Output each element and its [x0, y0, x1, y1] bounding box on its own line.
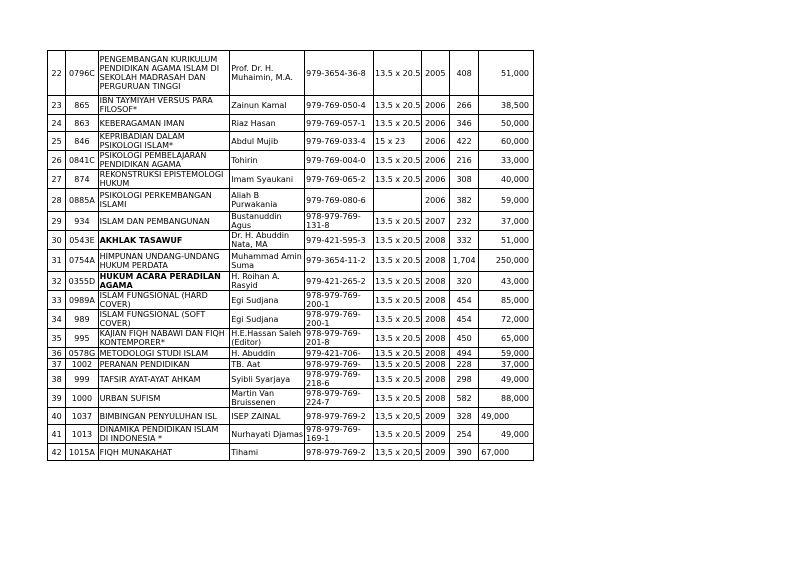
book-size: 13.5 x 20.5: [374, 291, 422, 310]
book-code: 0543E: [66, 231, 98, 250]
row-number: 32: [48, 272, 66, 291]
book-code: 0885A: [66, 189, 98, 212]
book-code: 874: [66, 170, 98, 189]
book-code: 846: [66, 132, 98, 151]
book-size: 13.5 x 20.5: [374, 370, 422, 389]
book-code: 0841C: [66, 151, 98, 170]
book-title: FIQH MUNAKAHAT: [98, 444, 230, 461]
book-isbn: 979-3654-11-2: [305, 250, 374, 272]
table-row: [48, 250, 534, 272]
book-isbn: 979-421-265-2: [305, 272, 374, 291]
book-title: DINAMIKA PENDIDIKAN ISLAM DI INDONESIA *: [98, 425, 230, 444]
book-code: 1015A: [66, 444, 98, 461]
book-pages: 228: [449, 359, 478, 370]
book-year: 2006: [421, 170, 449, 189]
table-row: [48, 212, 534, 231]
book-size: 13,5 x 20,5: [374, 408, 422, 425]
table-row: [48, 310, 534, 329]
row-number: 41: [48, 425, 66, 444]
book-code: 995: [66, 329, 98, 348]
row-number: 24: [48, 115, 66, 132]
book-author: Riaz Hasan: [230, 115, 305, 132]
book-title: METODOLOGI STUDI ISLAM: [98, 348, 230, 359]
row-number: 31: [48, 250, 66, 272]
table-row: [48, 408, 534, 425]
book-pages: 454: [449, 310, 478, 329]
book-pages: 254: [449, 425, 478, 444]
book-price: 49,000: [479, 370, 534, 389]
table-row: [48, 389, 534, 408]
row-number: 23: [48, 96, 66, 115]
book-isbn: 979-769-033-4: [305, 132, 374, 151]
book-author: Tohirin: [230, 151, 305, 170]
book-size: 13.5 x 20.5: [374, 231, 422, 250]
book-author: Syibli Syarjaya: [230, 370, 305, 389]
book-pages: 450: [449, 329, 478, 348]
book-author: H. Roihan A. Rasyid: [230, 272, 305, 291]
book-pages: 308: [449, 170, 478, 189]
book-isbn: 978-979-769-2: [305, 444, 374, 461]
book-price: 50,000: [479, 115, 534, 132]
book-title: PSIKOLOGI PERKEMBANGAN ISLAMI: [98, 189, 230, 212]
row-number: 22: [48, 51, 66, 96]
row-number: 36: [48, 348, 66, 359]
book-year: 2009: [421, 408, 449, 425]
book-author: Dr. H. Abuddin Nata, MA: [230, 231, 305, 250]
book-isbn: 979-769-065-2: [305, 170, 374, 189]
book-price: 43,000: [479, 272, 534, 291]
book-author: H.E.Hassan Saleh (Editor): [230, 329, 305, 348]
book-title: ISLAM DAN PEMBANGUNAN: [98, 212, 230, 231]
book-isbn: 979-421-595-3: [305, 231, 374, 250]
book-size: 15 x 23: [374, 132, 422, 151]
book-price: 49,000: [479, 425, 534, 444]
book-code: 0754A: [66, 250, 98, 272]
book-title: PSIKOLOGI PEMBELAJARAN PENDIDIKAN AGAMA: [98, 151, 230, 170]
book-title: KEBERAGAMAN IMAN: [98, 115, 230, 132]
book-title: HIMPUNAN UNDANG-UNDANG HUKUM PERDATA: [98, 250, 230, 272]
book-title: REKONSTRUKSI EPISTEMOLOGI HUKUM: [98, 170, 230, 189]
book-price: 65,000: [479, 329, 534, 348]
book-author: Abdul Mujib: [230, 132, 305, 151]
table-row: [48, 115, 534, 132]
book-isbn: 978-979-769-201-8: [305, 329, 374, 348]
table-row: [48, 132, 534, 151]
book-title: BIMBINGAN PENYULUHAN ISL: [98, 408, 230, 425]
table-row: [48, 96, 534, 115]
book-code: 1037: [66, 408, 98, 425]
book-author: Tihami: [230, 444, 305, 461]
book-pages: 382: [449, 189, 478, 212]
book-year: 2006: [421, 115, 449, 132]
book-pages: 494: [449, 348, 478, 359]
book-title: KAJIAN FIQH NABAWI DAN FIQH KONTEMPORER*: [98, 329, 230, 348]
row-number: 25: [48, 132, 66, 151]
book-size: 13.5 x 20.5: [374, 250, 422, 272]
book-code: 865: [66, 96, 98, 115]
book-price: 51,000: [479, 231, 534, 250]
book-author: Muhammad Amin Suma: [230, 250, 305, 272]
book-size: [374, 189, 422, 212]
book-isbn: 979-769-080-6: [305, 189, 374, 212]
book-size: 13.5 x 20.5: [374, 96, 422, 115]
row-number: 33: [48, 291, 66, 310]
book-price: 59,000: [479, 189, 534, 212]
table-body: [48, 51, 534, 461]
book-code: 1013: [66, 425, 98, 444]
book-pages: 454: [449, 291, 478, 310]
book-price: 60,000: [479, 132, 534, 151]
row-number: 27: [48, 170, 66, 189]
book-size: 13.5 x 20.5: [374, 329, 422, 348]
book-author: Nurhayati Djamas: [230, 425, 305, 444]
book-author: Bustanuddin Agus: [230, 212, 305, 231]
book-pages: 422: [449, 132, 478, 151]
book-author: Egi Sudjana: [230, 310, 305, 329]
book-code: 0578G: [66, 348, 98, 359]
table-row: [48, 170, 534, 189]
book-pages: 582: [449, 389, 478, 408]
row-number: 26: [48, 151, 66, 170]
book-pages: 332: [449, 231, 478, 250]
book-price-table: [47, 50, 534, 461]
book-price: 40,000: [479, 170, 534, 189]
book-author: Prof. Dr. H. Muhaimin, M.A.: [230, 51, 305, 96]
book-price: 72,000: [479, 310, 534, 329]
book-code: 1002: [66, 359, 98, 370]
book-size: 13.5 x 20.5: [374, 170, 422, 189]
book-price: 38,500: [479, 96, 534, 115]
book-size: 13.5 x 20.5: [374, 425, 422, 444]
book-size: 13.5 x 20.5: [374, 51, 422, 96]
book-author: Imam Syaukani: [230, 170, 305, 189]
book-year: 2008: [421, 272, 449, 291]
book-code: 934: [66, 212, 98, 231]
row-number: 34: [48, 310, 66, 329]
book-isbn: 978-979-769-200-1: [305, 310, 374, 329]
book-price: 33,000: [479, 151, 534, 170]
book-code: 0989A: [66, 291, 98, 310]
table-row: [48, 291, 534, 310]
table-row: [48, 329, 534, 348]
book-year: 2008: [421, 348, 449, 359]
book-price: 51,000: [479, 51, 534, 96]
book-year: 2005: [421, 51, 449, 96]
book-author: Zainun Kamal: [230, 96, 305, 115]
book-code: 0796C: [66, 51, 98, 96]
book-title: ISLAM FUNGSIONAL (HARD COVER): [98, 291, 230, 310]
book-size: 13.5 x 20.5: [374, 310, 422, 329]
book-size: 13,5 x 20,5: [374, 444, 422, 461]
table-row: [48, 348, 534, 359]
book-year: 2006: [421, 96, 449, 115]
book-size: 13.5 x 20.5: [375, 348, 421, 358]
book-pages: 216: [449, 151, 478, 170]
book-size: 13.5 x 20.5: [374, 212, 422, 231]
book-code: 1000: [66, 389, 98, 408]
book-price: 85,000: [479, 291, 534, 310]
book-pages: 328: [449, 408, 478, 425]
book-size: 13.5 x 20.5: [374, 389, 422, 408]
book-size: 13.5 x 20.5: [374, 272, 422, 291]
table-row: [48, 370, 534, 389]
book-year: 2009: [421, 425, 449, 444]
book-size: 13.5 x 20.5: [375, 359, 421, 369]
row-number: 29: [48, 212, 66, 231]
row-number: 40: [48, 408, 66, 425]
book-title: AKHLAK TASAWUF: [98, 231, 230, 250]
book-isbn: 979-3654-36-8: [305, 51, 374, 96]
table-row: [48, 359, 534, 370]
row-number: 30: [48, 231, 66, 250]
table-row: [48, 189, 534, 212]
book-author: H. Abuddin: [230, 348, 305, 359]
book-price: 59,000: [479, 348, 534, 359]
table-row: [48, 425, 534, 444]
book-year: 2008: [421, 291, 449, 310]
book-title: PENGEMBANGAN KURIKULUM PENDIDIKAN AGAMA ISLAM DI SEKOLAH MADRASAH DAN PERGURUAN TINGGI: [98, 51, 230, 96]
table-row: [48, 231, 534, 250]
book-code: 989: [66, 310, 98, 329]
table-row: [48, 444, 534, 461]
book-title: HUKUM ACARA PERADILAN AGAMA: [98, 272, 230, 291]
book-price: 37,000: [479, 359, 534, 370]
book-size: 13.5 x 20.5: [374, 151, 422, 170]
book-title: ISLAM FUNGSIONAL (SOFT COVER): [98, 310, 230, 329]
book-year: 2006: [421, 151, 449, 170]
book-year: 2009: [421, 444, 449, 461]
book-isbn: 978-979-769-: [305, 359, 374, 370]
book-year: 2007: [421, 212, 449, 231]
table-row: [48, 272, 534, 291]
book-size: 13.5 x 20.5: [374, 115, 422, 132]
book-pages: 408: [449, 51, 478, 96]
book-isbn: 979-769-050-4: [305, 96, 374, 115]
book-author: TB. Aat: [230, 359, 305, 370]
book-author: Martin Van Bruissenen: [230, 389, 305, 408]
book-year: 2008: [421, 250, 449, 272]
book-isbn: 979-421-706-: [305, 348, 374, 359]
book-year: 2008: [421, 389, 449, 408]
book-year: 2006: [421, 189, 449, 212]
row-number: 35: [48, 329, 66, 348]
row-number: 37: [48, 359, 66, 370]
book-pages: 232: [449, 212, 478, 231]
book-pages: 266: [449, 96, 478, 115]
book-author: Egi Sudjana: [230, 291, 305, 310]
book-isbn: 978-979-769-200-1: [305, 291, 374, 310]
book-year: 2006: [421, 132, 449, 151]
table-row: [48, 151, 534, 170]
book-price: 37,000: [479, 212, 534, 231]
book-year: 2008: [421, 359, 449, 370]
book-price: 250,000: [479, 250, 534, 272]
book-author: ISEP ZAINAL: [230, 408, 305, 425]
book-isbn: 979-769-057-1: [305, 115, 374, 132]
book-isbn: 979-769-004-0: [305, 151, 374, 170]
book-code: 0355D: [66, 272, 98, 291]
book-price: 49,000: [479, 408, 534, 425]
book-pages: 320: [449, 272, 478, 291]
book-code: 999: [66, 370, 98, 389]
book-pages: 390: [449, 444, 478, 461]
book-title: KEPRIBADIAN DALAM PSIKOLOGI ISLAM*: [98, 132, 230, 151]
row-number: 39: [48, 389, 66, 408]
book-price: 88,000: [479, 389, 534, 408]
table-row: [48, 51, 534, 96]
book-pages: 1,704: [449, 250, 478, 272]
book-price: 67,000: [479, 444, 534, 461]
book-isbn: 978-979-769-218-6: [305, 370, 374, 389]
row-number: 28: [48, 189, 66, 212]
book-isbn: 978-979-769-224-7: [305, 389, 374, 408]
row-number: 42: [48, 444, 66, 461]
row-number: 38: [48, 370, 66, 389]
book-isbn: 978-979-769-169-1: [305, 425, 374, 444]
book-title: PERANAN PENDIDIKAN: [98, 359, 230, 370]
book-title: URBAN SUFISM: [98, 389, 230, 408]
book-pages: 346: [449, 115, 478, 132]
book-pages: 298: [449, 370, 478, 389]
book-code: 863: [66, 115, 98, 132]
book-year: 2008: [421, 370, 449, 389]
book-year: 2008: [421, 231, 449, 250]
book-title: TAFSIR AYAT-AYAT AHKAM: [98, 370, 230, 389]
book-isbn: 978-979-769-131-8: [305, 212, 374, 231]
book-year: 2008: [421, 329, 449, 348]
book-author: Aliah B Purwakania: [230, 189, 305, 212]
book-title: IBN TAYMIYAH VERSUS PARA FILOSOF*: [98, 96, 230, 115]
book-isbn: 978-979-769-2: [305, 408, 374, 425]
book-year: 2008: [421, 310, 449, 329]
